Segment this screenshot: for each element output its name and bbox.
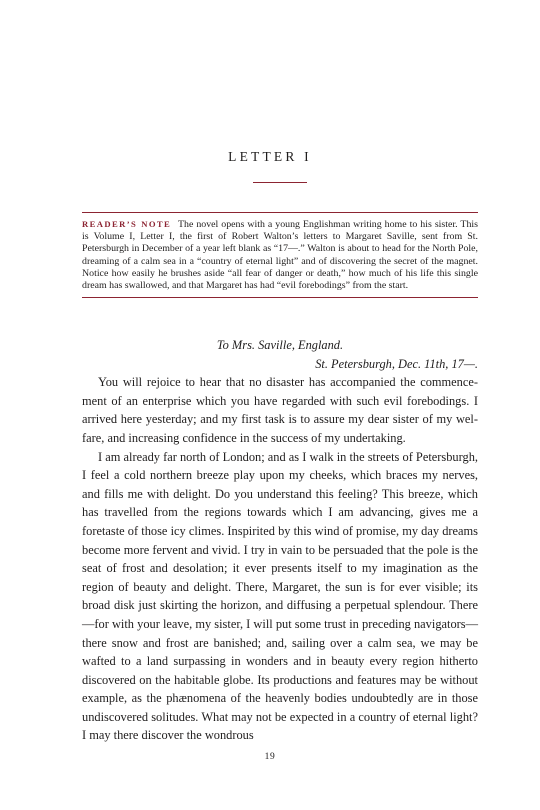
heading-rule [253,182,307,183]
letter-paragraph: You will rejoice to hear that no disaster has accompanied the commencement of an enterprise which you have regarded with such evil forebodings. I arrived here yesterday; and my first task is to assure my dear sister of my welfare, and increasing confidence in the success of my undertaking. [82,375,478,445]
readers-note-box [82,212,478,298]
letter-dateline: St. Petersburgh, Dec. 11th, 17—. [315,356,478,371]
letter-salutation: To Mrs. Saville, England. [216,338,344,352]
chapter-heading: LETTER I [228,149,312,164]
letter-body [82,336,478,745]
page-number: 19 [264,752,276,762]
readers-note-label: READER’S NOTE [82,219,172,229]
letter-paragraph: I am already far north of London; and as I walk in the streets of Petersburgh, I feel a cold northern breeze play upon my cheeks, which braces my nerves, and fills me with delight. Do you understand this feeling? This breeze, which has travelled from the regions towards which I am advancing, gives me a foretaste of those icy climes. Inspirited by this wind of promise, my day dreams become more fervent and vivid. I try in vain to be persuaded that the pole is the seat of frost and desolation; it ever presents itself to my imagination as the region of beauty and delight. There, Margaret, the sun is for ever visible; its broad disk just skirting the horizon, and diffusing a perpetual splendour. There—for with your leave, my sister, I will put some trust in preceding navigators—there snow and frost are banished; and, sailing over a calm sea, we may be wafted to a land surpassing in wonders and in beauty every region hitherto discovered on the habitable globe. Its productions and features may be without example, as the phænomena of the heavenly bodies undoubtedly are in those undiscovered solitudes. What may not be expected in a country of eternal light? I may there discover the wondrous [82,449,478,743]
readers-note-text: The novel opens with a young Englishman writing home to his sister. This is Volume I, Letter I, the first of Robert Walton’s letters to Margaret Saville, sent from St. Petersburgh in December of a year left blank as “17—.” Walton is about to head for the North Pole, dreaming of a calm sea in a “country of eternal light” and of discovering the secret of the magnet. Notice how easily he brushes aside “all fear of danger or death,” how much of his life this single dream has swallowed, and that Margaret has had “evil forebodings” from the start. [82,219,478,292]
